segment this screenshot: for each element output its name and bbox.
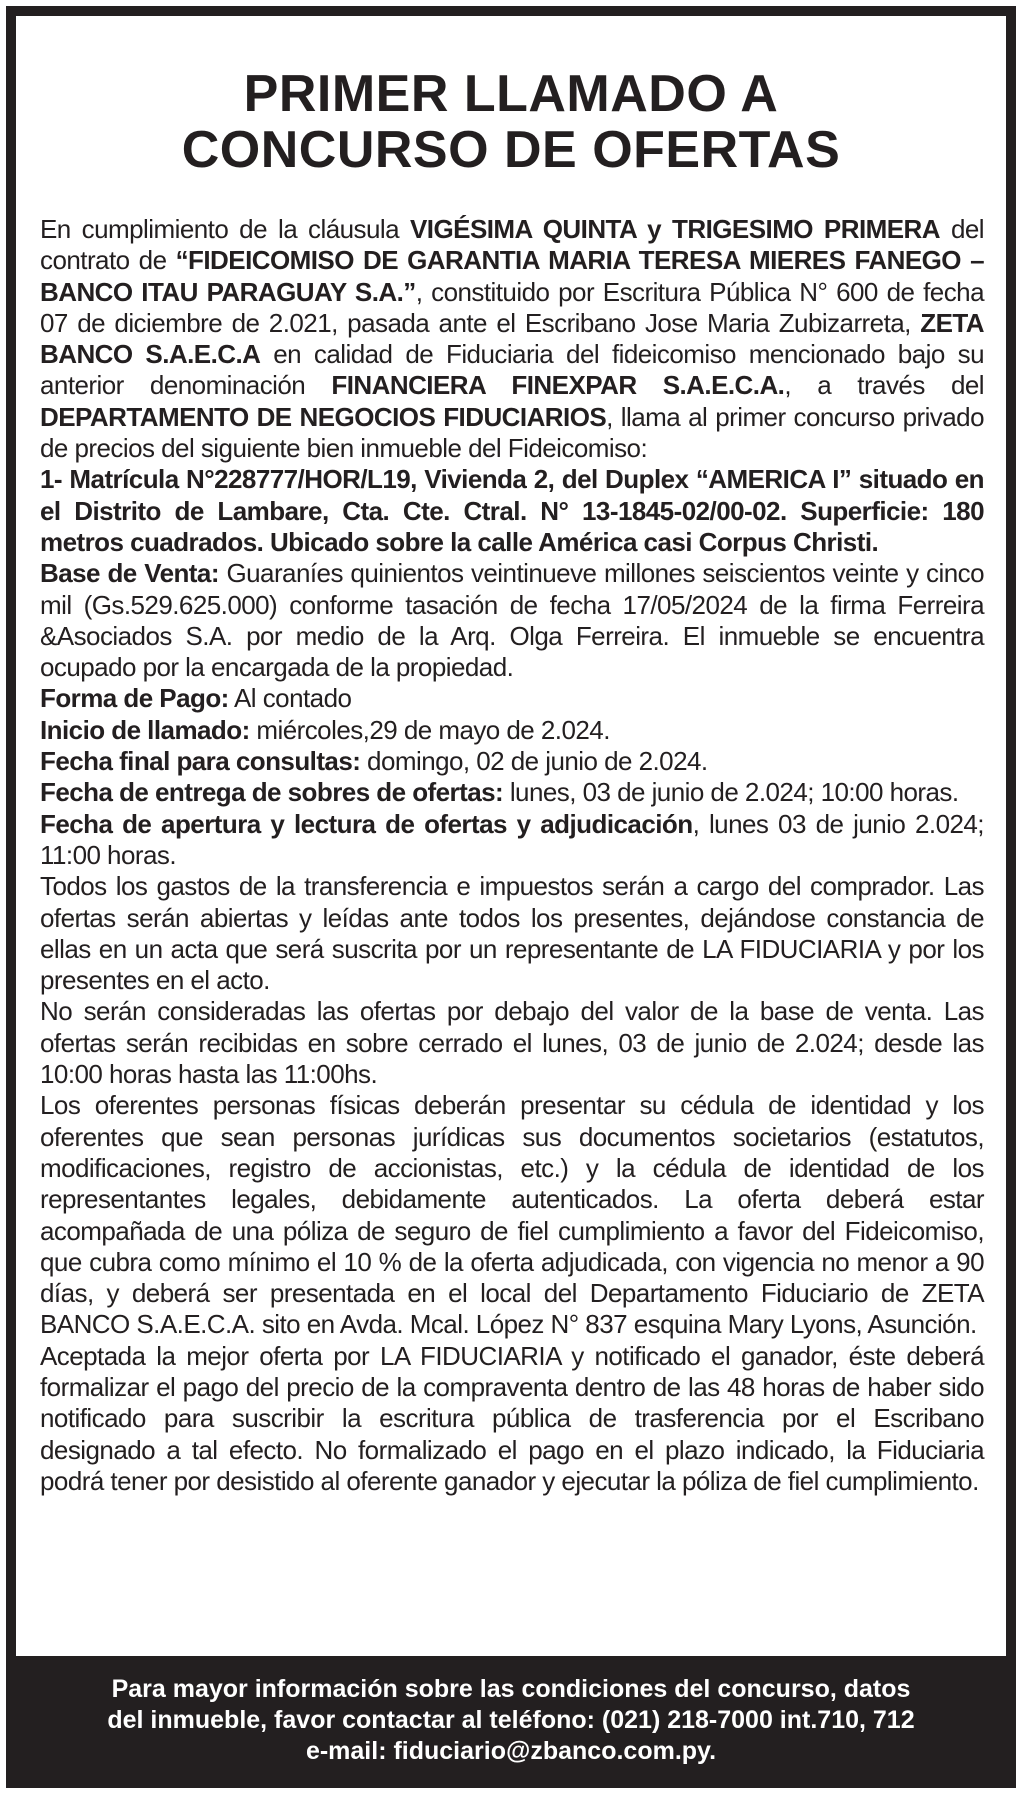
opening-label: Fecha de apertura y lectura de ofertas y adjudicación bbox=[40, 808, 693, 839]
delivery-text: lunes, 03 de junio de 2.024; 10:00 horas. bbox=[503, 777, 959, 808]
page-title bbox=[16, 66, 1006, 178]
base-label: Base de Venta: bbox=[40, 558, 219, 589]
intro-text-2: del contrato de bbox=[40, 214, 984, 276]
intro-text-4: en calidad de Fiduciaria del fideicomiso mencionado bajo su anterior denominación bbox=[40, 339, 984, 401]
opening-paragraph bbox=[40, 809, 984, 872]
intro-text-1: En cumplimiento de la cláusula bbox=[40, 214, 411, 244]
base-text: Guaraníes quinientos veintinueve millones seiscientos veinte y cinco mil (Gs.529.625.000) conforme tasación de fecha 17/05/2024 de la firma Ferreira &Asociados S.A. por medio de la Arq. Olga Ferreira. El inmueble se encuentra ocupado por la encargada de la propiedad. bbox=[40, 558, 984, 683]
title-line-1: PRIMER LLAMADO A bbox=[243, 65, 779, 123]
payment-paragraph bbox=[40, 683, 984, 714]
intro-clauses: VIGÉSIMA QUINTA y TRIGESIMO PRIMERA bbox=[410, 214, 940, 244]
intro-bank-name: ZETA BANCO S.A.E.C.A bbox=[40, 307, 984, 370]
base-paragraph bbox=[40, 558, 984, 683]
intro-department: DEPARTAMENTO DE NEGOCIOS FIDUCIARIOS bbox=[40, 401, 607, 432]
title-line-2: CONCURSO DE OFERTAS bbox=[181, 121, 841, 179]
start-label: Inicio de llamado: bbox=[40, 714, 250, 745]
intro-text-5: , a través del bbox=[784, 370, 984, 401]
below-base-paragraph: No serán consideradas las ofertas por debajo del valor de la base de venta. Las ofertas serán recibidas en sobre cerrado el lunes, 03 de junio de 2.024; desde las 10:00 horas hasta las 11:00hs. bbox=[40, 996, 984, 1090]
payment-label: Forma de Pago: bbox=[40, 683, 229, 714]
intro-text-3: , constituido por Escritura Pública N° 600 de fecha 07 de diciembre de 2.021, pasada ante el Escribano Jose Maria Zubizarreta, bbox=[40, 276, 984, 338]
property-description: 1- Matrícula N°228777/HOR/L19, Vivienda 2, del Duplex “AMERICA I” situado en el Distrito de Lambare, Cta. Cte. Ctral. N° 13-1845-02/00-02. Superficie: 180 metros cuadrados. Ubicado sobre la calle América casi Corpus Christi. bbox=[40, 464, 984, 557]
footer-line-1: Para mayor información sobre las condiciones del concurso, datos bbox=[111, 1675, 911, 1703]
intro-text-6: , llama al primer concurso privado de precios del siguiente bien inmueble del Fideicomiso: bbox=[40, 401, 984, 464]
footer-line-2: del inmueble, favor contactar al teléfono: (021) 218-7000 int.710, 712 bbox=[107, 1706, 915, 1734]
notice-body bbox=[40, 214, 984, 1497]
intro-former-name: FINANCIERA FINEXPAR S.A.E.C.A. bbox=[331, 370, 785, 401]
award-paragraph: Aceptada la mejor oferta por LA FIDUCIARIA y notificado el ganador, éste deberá formalizar el pago del precio de la compraventa dentro de las 48 horas de haber sido notificado para suscribir la escritura pública de trasferencia por el Escribano designado a tal efecto. No formalizado el pago en el plazo indicado, la Fiduciaria podrá tener por desistido al oferente ganador y ejecutar la póliza de fiel cumplimiento. bbox=[40, 1340, 984, 1496]
contact-footer bbox=[16, 1674, 1006, 1767]
costs-paragraph: Todos los gastos de la transferencia e impuestos serán a cargo del comprador. Las ofertas serán abiertas y leídas ante todos los presentes, dejándose constancia de ellas en un acta que será suscrita por un representante de LA FIDUCIARIA y por los presentes en el acto. bbox=[40, 871, 984, 996]
property-paragraph bbox=[40, 464, 984, 558]
footer-line-3: e-mail: fiduciario@zbanco.com.py. bbox=[305, 1737, 717, 1765]
start-text: miércoles,29 de mayo de 2.024. bbox=[249, 714, 610, 745]
delivery-label: Fecha de entrega de sobres de ofertas: bbox=[40, 777, 504, 808]
payment-text: Al contado bbox=[228, 683, 352, 714]
queries-paragraph bbox=[40, 746, 984, 777]
queries-label: Fecha final para consultas: bbox=[40, 746, 361, 777]
start-paragraph bbox=[40, 715, 984, 746]
notice-frame bbox=[6, 6, 1016, 1788]
delivery-paragraph bbox=[40, 777, 984, 808]
intro-paragraph bbox=[40, 214, 984, 464]
queries-text: domingo, 02 de junio de 2.024. bbox=[360, 746, 708, 777]
intro-contract-name: “FIDEICOMISO DE GARANTIA MARIA TERESA MIERES FANEGO – BANCO ITAU PARAGUAY S.A.” bbox=[40, 245, 984, 307]
notice-content bbox=[16, 16, 1006, 1656]
requirements-paragraph: Los oferentes personas físicas deberán presentar su cédula de identidad y los oferentes que sean personas jurídicas sus documentos societarios (estatutos, modificaciones, registro de accionistas, etc.) y la cédula de identidad de los representantes legales, debidamente autenticados. La oferta deberá estar acompañada de una póliza de seguro de fiel cumplimiento a favor del Fideicomiso, que cubra como mínimo el 10 % de la oferta adjudicada, con vigencia no menor a 90 días, y deberá ser presentada en el local del Departamento Fiduciario de ZETA BANCO S.A.E.C.A. sito en Avda. Mcal. López N° 837 esquina Mary Lyons, Asunción. bbox=[40, 1090, 984, 1340]
opening-text: , lunes 03 de junio 2.024; 11:00 horas. bbox=[40, 808, 984, 870]
